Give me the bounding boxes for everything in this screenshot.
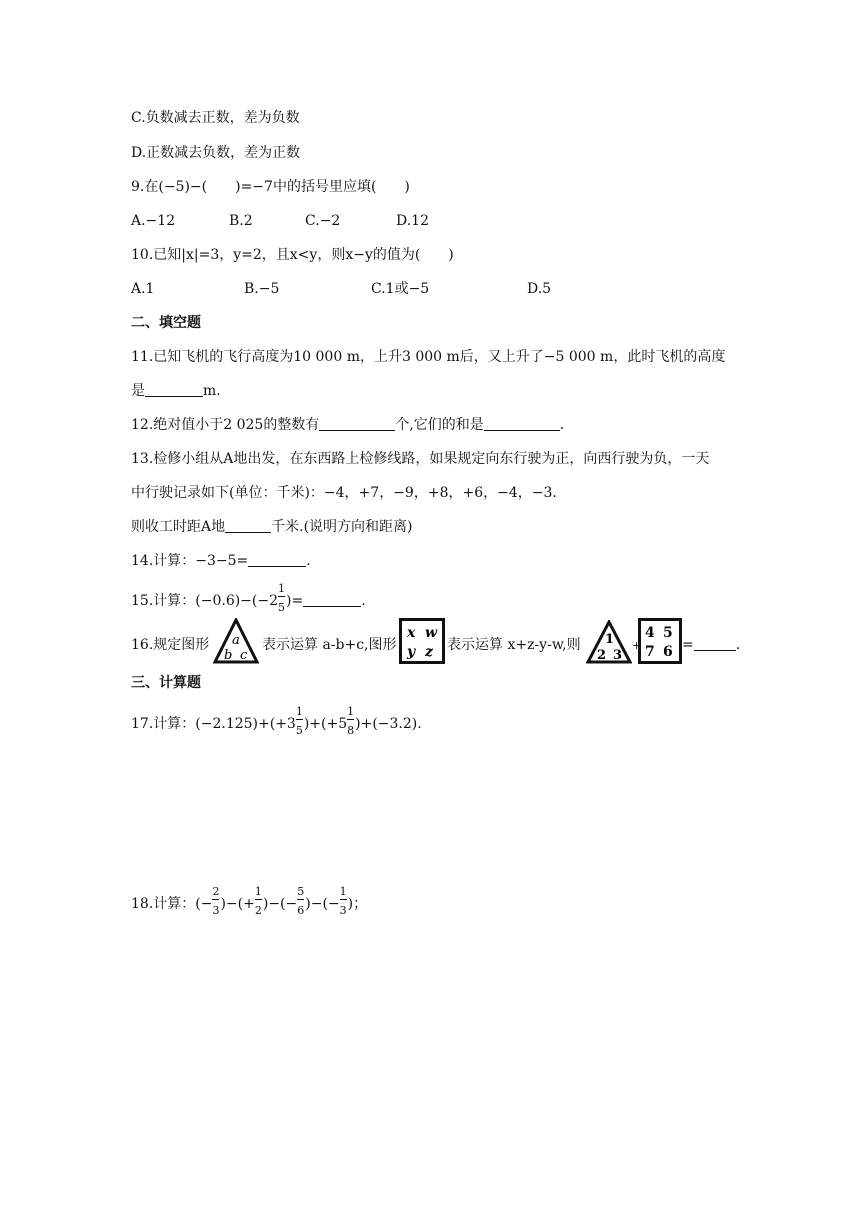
q15-answer-blank[interactable] [303, 592, 361, 607]
q18-f3-bar [297, 899, 304, 900]
q18-p1: 18.计算：(− [131, 896, 213, 912]
q14-answer-blank[interactable] [248, 552, 306, 567]
q18-p2: )−(+ [220, 896, 255, 912]
q18-p5: )； [347, 896, 368, 912]
q9-option-c: C.−2 [305, 213, 341, 229]
q11-pre: 是 [131, 383, 145, 399]
q12-count-blank[interactable] [319, 416, 395, 431]
square-value-tl: 4 [645, 625, 655, 641]
q15-frac-den: 5 [278, 601, 286, 614]
square-value-br: 6 [663, 644, 673, 660]
square-value-tr: 5 [663, 625, 673, 641]
q18-f3-den: 6 [297, 904, 305, 917]
q18-f2-num: 1 [254, 885, 262, 898]
q17-p1: 17.计算：(−2.125)+(+3 [131, 716, 296, 732]
q18-f4-den: 3 [339, 904, 347, 917]
section-calc-heading: 三、计算题 [131, 675, 201, 691]
q12-post: . [559, 417, 565, 433]
square-z-label: z [425, 644, 433, 660]
q12-sum-blank[interactable] [484, 416, 560, 431]
q15-pre: 15.计算：(−0.6)−(−2 [131, 593, 279, 609]
q18-f1-bar [212, 899, 219, 900]
triangle-value-left: 2 [597, 648, 607, 663]
q16-pre: 16.规定图形 [131, 637, 210, 653]
option-d: D.正数减去负数，差为正数 [131, 145, 301, 161]
q11-post: m. [203, 383, 221, 399]
triangle-top-label: a [232, 633, 240, 648]
section-fill-in-heading: 二、填空题 [131, 315, 201, 331]
q13-line2: 中行驶记录如下(单位：千米)：−4，+7，−9，+8，+6，−4，−3. [131, 485, 557, 501]
triangle-value-right: 3 [613, 648, 623, 663]
q17-f1-den: 5 [295, 724, 303, 737]
q18-f3-num: 5 [297, 885, 305, 898]
q15-frac-num: 1 [278, 582, 286, 595]
q17-p3: )+(−3.2). [355, 716, 422, 732]
q12-line [131, 415, 564, 435]
q18-fraction-2 [254, 885, 263, 917]
q17-f2-den: 8 [347, 724, 355, 737]
q18-f1-num: 2 [212, 885, 220, 898]
square-x-label: x [407, 625, 416, 641]
square-value-bl: 7 [645, 644, 655, 660]
q9-stem: 9.在(−5)−( )=−7中的括号里应填( ) [131, 179, 410, 195]
q17-f2-bar [347, 719, 354, 720]
q12-pre: 12.绝对值小于2 025的整数有 [131, 417, 320, 433]
q18-p4: )−(− [305, 896, 340, 912]
q18-f2-den: 2 [254, 904, 262, 917]
q18-f1-den: 3 [212, 904, 220, 917]
q11-line1: 11.已知飞机的飞行高度为10 000 m，上升3 000 m后，又上升了−5 000 m，此时飞机的高度 [131, 349, 726, 365]
q13-pre: 则收工时距A地 [131, 519, 226, 535]
q18-f4-bar [340, 899, 347, 900]
q10-option-a: A.1 [131, 281, 155, 297]
square-w-label: w [425, 625, 438, 641]
square-value-figure [638, 618, 682, 664]
q14-pre: 14.计算：−3−5= [131, 553, 249, 569]
triangle-left-label: b [224, 648, 233, 663]
q18-p3: )−(− [262, 896, 298, 912]
q18-fraction-3 [297, 885, 305, 917]
square-y-label: y [407, 644, 416, 660]
triangle-value-top: 1 [605, 632, 615, 647]
q18-f4-num: 1 [339, 885, 347, 898]
q17-f1-bar [296, 719, 303, 720]
option-c: C.负数减去正数，差为负数 [131, 110, 300, 126]
q14-post: . [306, 553, 311, 569]
q17-f2-num: 1 [347, 705, 355, 718]
q15-frac-bar [278, 596, 285, 597]
q11-answer-blank[interactable] [145, 382, 203, 397]
q17-f1-num: 1 [295, 705, 303, 718]
q9-option-d: D.12 [396, 213, 429, 229]
q15-fraction [278, 582, 286, 614]
q18-fraction-1 [212, 885, 220, 917]
q14-line [131, 551, 311, 571]
q17-line [131, 705, 422, 737]
q17-fraction-2 [347, 705, 355, 737]
q17-p2: )+(+5 [303, 716, 348, 732]
q9-option-a: A.−12 [131, 213, 176, 229]
q13-post: 千米.(说明方向和距离) [271, 519, 413, 535]
q12-mid: 个,它们的和是 [395, 417, 484, 433]
q16-answer-blank[interactable] [694, 636, 736, 651]
q11-line2 [131, 381, 221, 401]
q18-fraction-4 [339, 885, 348, 917]
q15-post: )= [286, 593, 304, 609]
square-definition-figure [399, 618, 445, 664]
q10-option-c: C.1或−5 [371, 281, 430, 297]
q13-line3 [131, 517, 413, 537]
q16-end: . [735, 637, 741, 653]
triangle-value-figure [586, 620, 632, 664]
triangle-definition-figure [213, 618, 259, 664]
q16-answer [682, 635, 740, 655]
q17-fraction-1 [295, 705, 304, 737]
q16-plus: + [632, 639, 642, 652]
q16-eq: = [682, 637, 694, 653]
q10-option-d: D.5 [527, 281, 552, 297]
q15-line [131, 582, 366, 614]
q10-option-b: B.−5 [244, 281, 280, 297]
q9-option-b: B.2 [229, 213, 253, 229]
q13-answer-blank[interactable] [225, 518, 271, 533]
q18-line [131, 885, 368, 917]
q13-line1: 13.检修小组从A地出发，在东西路上检修线路，如果规定向东行驶为正，向西行驶为负，一天 [131, 451, 710, 467]
q16-mid1: 表示运算 a-b+c,图形 [262, 637, 397, 653]
q10-stem: 10.已知|x|=3，y=2，且x<y，则x−y的值为( ) [131, 247, 454, 263]
q15-end: . [361, 593, 366, 609]
q18-f2-bar [255, 899, 262, 900]
q16-mid2: 表示运算 x+z-y-w,则 [447, 637, 581, 653]
triangle-right-label: c [240, 648, 248, 663]
